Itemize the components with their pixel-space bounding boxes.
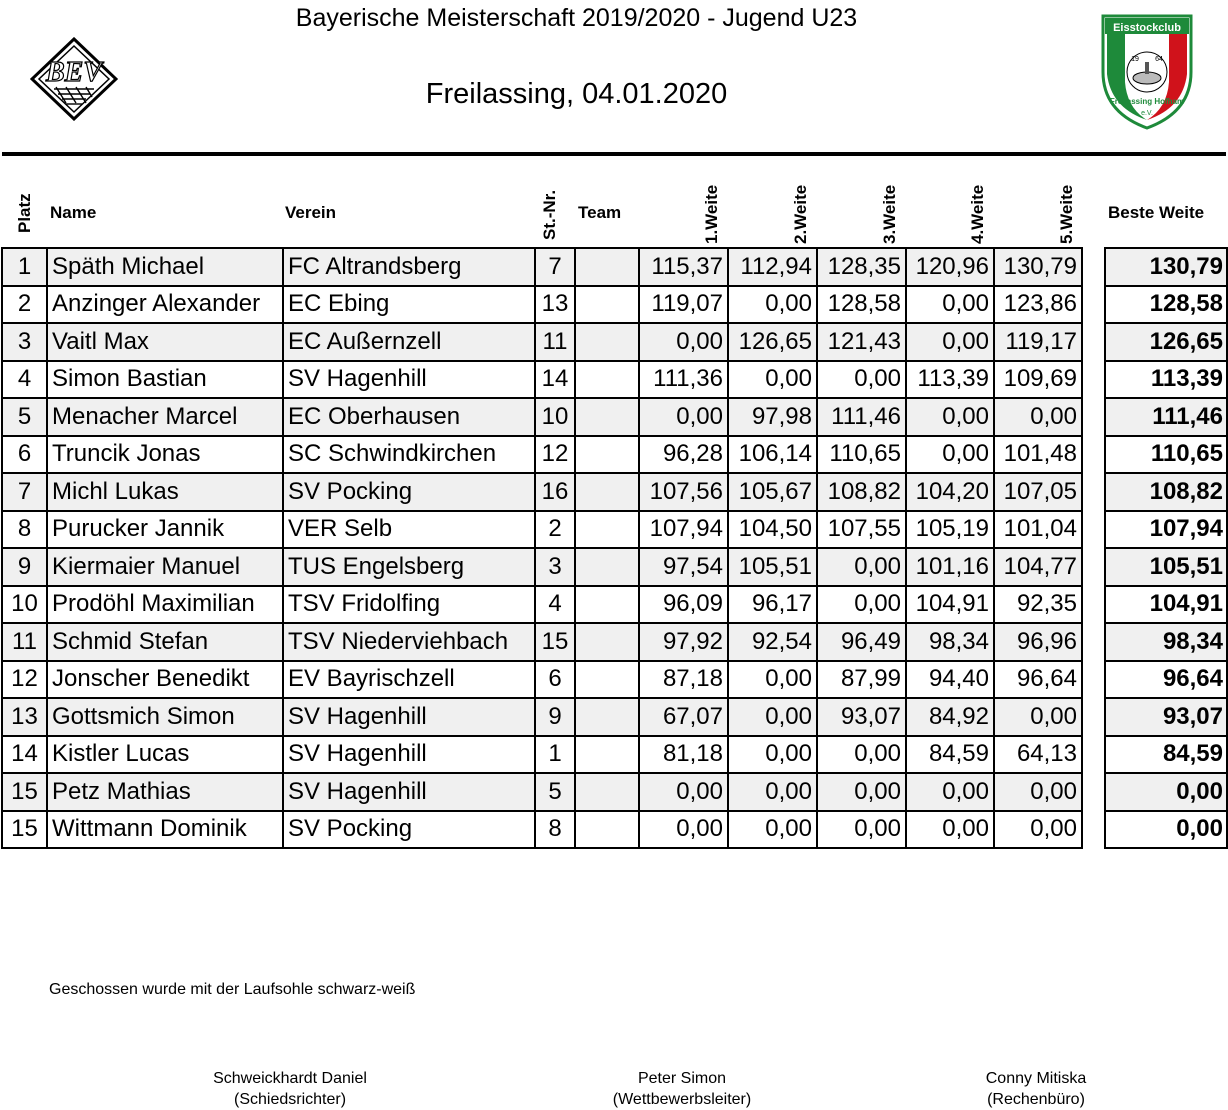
bev-logo (30, 37, 118, 121)
signature-role: (Rechenbüro) (987, 1091, 1085, 1108)
col-header-verein: Verein (285, 203, 337, 222)
cell-platz: 3 (2, 323, 47, 361)
cell-weite-5: 104,77 (994, 548, 1082, 586)
cell-team (575, 323, 639, 361)
cell-weite-1: 67,07 (639, 698, 728, 736)
col-header-weite-2: 2.Weite (791, 184, 810, 244)
cell-name: Prodöhl Maximilian (47, 586, 283, 624)
signature-name: Conny Mitiska (985, 1070, 1087, 1087)
cell-team (575, 248, 639, 286)
cell-weite-1: 119,07 (639, 286, 728, 324)
cell-platz: 7 (2, 473, 47, 511)
table-row (2, 811, 1082, 849)
table-row (1105, 623, 1227, 661)
cell-weite-5: 130,79 (994, 248, 1082, 286)
cell-name: Wittmann Dominik (47, 811, 283, 849)
cell-weite-2: 105,67 (728, 473, 817, 511)
cell-weite-4: 113,39 (906, 361, 994, 399)
cell-name: Kistler Lucas (47, 736, 283, 774)
col-header-weite-5: 5.Weite (1057, 184, 1076, 244)
club-logo-name: Eisstockclub (1113, 22, 1181, 34)
cell-verein: TSV Niederviehbach (283, 623, 535, 661)
table-row (1105, 323, 1227, 361)
cell-weite-1: 107,56 (639, 473, 728, 511)
cell-weite-1: 0,00 (639, 811, 728, 849)
cell-weite-2: 92,54 (728, 623, 817, 661)
cell-verein: SC Schwindkirchen (283, 436, 535, 474)
cell-weite-2: 0,00 (728, 773, 817, 811)
club-logo-year-right: 64 (1155, 56, 1163, 63)
cell-verein: SV Hagenhill (283, 736, 535, 774)
cell-start-number: 16 (535, 473, 575, 511)
table-row (2, 586, 1082, 624)
cell-team (575, 511, 639, 549)
cell-weite-2: 0,00 (728, 661, 817, 699)
cell-start-number: 1 (535, 736, 575, 774)
cell-team (575, 736, 639, 774)
cell-team (575, 623, 639, 661)
cell-weite-4: 0,00 (906, 436, 994, 474)
cell-platz: 11 (2, 623, 47, 661)
cell-weite-3: 111,46 (817, 398, 906, 436)
cell-weite-4: 104,20 (906, 473, 994, 511)
cell-team (575, 286, 639, 324)
cell-weite-3: 107,55 (817, 511, 906, 549)
table-row (1105, 736, 1227, 774)
signature-referee (190, 1068, 390, 1110)
cell-weite-5: 0,00 (994, 698, 1082, 736)
cell-name: Gottsmich Simon (47, 698, 283, 736)
cell-weite-2: 126,65 (728, 323, 817, 361)
cell-platz: 14 (2, 736, 47, 774)
signature-role: (Wettbewerbsleiter) (612, 1091, 752, 1108)
cell-name: Jonscher Benedikt (47, 661, 283, 699)
cell-weite-3: 0,00 (817, 361, 906, 399)
table-row (2, 473, 1082, 511)
cell-weite-3: 0,00 (817, 586, 906, 624)
table-row (1105, 586, 1227, 624)
cell-platz: 13 (2, 698, 47, 736)
cell-platz: 6 (2, 436, 47, 474)
cell-weite-4: 84,92 (906, 698, 994, 736)
table-row (2, 661, 1082, 699)
cell-verein: EC Ebing (283, 286, 535, 324)
page-title: Bayerische Meisterschaft 2019/2020 - Jugend U23 (295, 4, 858, 32)
cell-beste-weite: 111,46 (1105, 398, 1227, 436)
cell-name: Menacher Marcel (47, 398, 283, 436)
cell-platz: 5 (2, 398, 47, 436)
cell-weite-2: 0,00 (728, 286, 817, 324)
cell-start-number: 4 (535, 586, 575, 624)
cell-weite-5: 0,00 (994, 773, 1082, 811)
cell-weite-3: 96,49 (817, 623, 906, 661)
cell-weite-1: 87,18 (639, 661, 728, 699)
cell-weite-2: 96,17 (728, 586, 817, 624)
page-subtitle: Freilassing, 04.01.2020 (425, 78, 728, 110)
cell-weite-2: 104,50 (728, 511, 817, 549)
col-header-team: Team (578, 203, 622, 222)
cell-verein: SV Hagenhill (283, 698, 535, 736)
results-table (1, 247, 1083, 849)
cell-name: Truncik Jonas (47, 436, 283, 474)
cell-verein: FC Altrandsberg (283, 248, 535, 286)
cell-beste-weite: 110,65 (1105, 436, 1227, 474)
table-row (2, 736, 1082, 774)
cell-name: Vaitl Max (47, 323, 283, 361)
table-row (1105, 548, 1227, 586)
club-logo-ev: e.V. (1141, 110, 1153, 117)
table-row (2, 548, 1082, 586)
signature-name: Peter Simon (637, 1070, 727, 1087)
cell-weite-2: 0,00 (728, 811, 817, 849)
cell-weite-2: 97,98 (728, 398, 817, 436)
cell-weite-5: 96,64 (994, 661, 1082, 699)
footer-note: Geschossen wurde mit der Laufsohle schwarz-weiß (49, 981, 416, 998)
cell-weite-1: 97,92 (639, 623, 728, 661)
table-row (1105, 398, 1227, 436)
cell-weite-4: 0,00 (906, 811, 994, 849)
cell-weite-3: 121,43 (817, 323, 906, 361)
cell-beste-weite: 130,79 (1105, 248, 1227, 286)
signature-role: (Schiedsrichter) (233, 1091, 347, 1108)
cell-name: Schmid Stefan (47, 623, 283, 661)
cell-weite-5: 101,04 (994, 511, 1082, 549)
cell-weite-4: 120,96 (906, 248, 994, 286)
cell-team (575, 473, 639, 511)
cell-platz: 8 (2, 511, 47, 549)
cell-weite-5: 96,96 (994, 623, 1082, 661)
cell-weite-4: 94,40 (906, 661, 994, 699)
cell-weite-5: 101,48 (994, 436, 1082, 474)
col-header-beste-weite: Beste Weite (1108, 203, 1205, 222)
table-row (2, 623, 1082, 661)
cell-weite-4: 105,19 (906, 511, 994, 549)
col-header-weite-1: 1.Weite (702, 184, 721, 244)
cell-verein: SV Hagenhill (283, 773, 535, 811)
cell-team (575, 773, 639, 811)
cell-team (575, 698, 639, 736)
cell-team (575, 436, 639, 474)
cell-start-number: 11 (535, 323, 575, 361)
signature-calculation-office (936, 1068, 1136, 1110)
signature-competition-lead (582, 1068, 782, 1110)
cell-team (575, 398, 639, 436)
cell-weite-1: 107,94 (639, 511, 728, 549)
cell-weite-1: 81,18 (639, 736, 728, 774)
cell-weite-2: 112,94 (728, 248, 817, 286)
col-header-weite-3: 3.Weite (880, 184, 899, 244)
cell-verein: EC Außernzell (283, 323, 535, 361)
cell-beste-weite: 107,94 (1105, 511, 1227, 549)
table-row (1105, 811, 1227, 849)
cell-weite-5: 119,17 (994, 323, 1082, 361)
cell-beste-weite: 126,65 (1105, 323, 1227, 361)
cell-start-number: 2 (535, 511, 575, 549)
cell-name: Kiermaier Manuel (47, 548, 283, 586)
cell-beste-weite: 108,82 (1105, 473, 1227, 511)
cell-beste-weite: 113,39 (1105, 361, 1227, 399)
table-row (2, 248, 1082, 286)
cell-name: Späth Michael (47, 248, 283, 286)
cell-beste-weite: 104,91 (1105, 586, 1227, 624)
cell-weite-5: 64,13 (994, 736, 1082, 774)
cell-weite-3: 108,82 (817, 473, 906, 511)
cell-weite-1: 115,37 (639, 248, 728, 286)
cell-weite-5: 92,35 (994, 586, 1082, 624)
cell-start-number: 8 (535, 811, 575, 849)
cell-weite-4: 0,00 (906, 323, 994, 361)
table-row (2, 286, 1082, 324)
cell-weite-3: 110,65 (817, 436, 906, 474)
cell-beste-weite: 128,58 (1105, 286, 1227, 324)
cell-weite-5: 109,69 (994, 361, 1082, 399)
cell-weite-1: 0,00 (639, 398, 728, 436)
cell-start-number: 13 (535, 286, 575, 324)
cell-beste-weite: 105,51 (1105, 548, 1227, 586)
cell-platz: 2 (2, 286, 47, 324)
table-row (1105, 661, 1227, 699)
table-row (1105, 773, 1227, 811)
table-row (2, 398, 1082, 436)
table-row (1105, 698, 1227, 736)
cell-verein: TUS Engelsberg (283, 548, 535, 586)
cell-start-number: 5 (535, 773, 575, 811)
cell-weite-1: 97,54 (639, 548, 728, 586)
cell-weite-4: 0,00 (906, 398, 994, 436)
cell-verein: VER Selb (283, 511, 535, 549)
cell-start-number: 9 (535, 698, 575, 736)
cell-start-number: 7 (535, 248, 575, 286)
cell-verein: SV Hagenhill (283, 361, 535, 399)
cell-verein: EV Bayrischzell (283, 661, 535, 699)
header-divider (2, 152, 1226, 156)
cell-weite-4: 98,34 (906, 623, 994, 661)
col-header-weite-4: 4.Weite (968, 184, 987, 244)
best-distance-table (1104, 247, 1228, 849)
cell-beste-weite: 0,00 (1105, 811, 1227, 849)
cell-start-number: 10 (535, 398, 575, 436)
cell-team (575, 811, 639, 849)
cell-platz: 1 (2, 248, 47, 286)
cell-platz: 15 (2, 773, 47, 811)
cell-weite-2: 106,14 (728, 436, 817, 474)
table-row (1105, 248, 1227, 286)
cell-weite-1: 0,00 (639, 773, 728, 811)
cell-weite-3: 0,00 (817, 773, 906, 811)
table-row (2, 323, 1082, 361)
cell-weite-3: 0,00 (817, 548, 906, 586)
cell-weite-5: 107,05 (994, 473, 1082, 511)
cell-weite-4: 0,00 (906, 773, 994, 811)
club-logo-place: Freilassing Hofham (1109, 97, 1185, 106)
table-row (1105, 436, 1227, 474)
cell-weite-2: 0,00 (728, 736, 817, 774)
cell-name: Anzinger Alexander (47, 286, 283, 324)
cell-weite-2: 105,51 (728, 548, 817, 586)
cell-weite-3: 0,00 (817, 736, 906, 774)
cell-verein: TSV Fridolfing (283, 586, 535, 624)
table-row (1105, 473, 1227, 511)
cell-verein: EC Oberhausen (283, 398, 535, 436)
cell-verein: SV Pocking (283, 811, 535, 849)
cell-name: Petz Mathias (47, 773, 283, 811)
club-logo (1097, 12, 1197, 130)
cell-start-number: 12 (535, 436, 575, 474)
cell-weite-3: 93,07 (817, 698, 906, 736)
cell-weite-1: 0,00 (639, 323, 728, 361)
col-header-stnr: St.-Nr. (540, 189, 559, 240)
cell-start-number: 6 (535, 661, 575, 699)
cell-beste-weite: 0,00 (1105, 773, 1227, 811)
cell-platz: 4 (2, 361, 47, 399)
cell-beste-weite: 84,59 (1105, 736, 1227, 774)
table-row (2, 511, 1082, 549)
cell-start-number: 15 (535, 623, 575, 661)
cell-team (575, 361, 639, 399)
cell-weite-1: 96,09 (639, 586, 728, 624)
cell-weite-5: 123,86 (994, 286, 1082, 324)
table-row (1105, 361, 1227, 399)
table-row (2, 436, 1082, 474)
cell-weite-4: 101,16 (906, 548, 994, 586)
cell-team (575, 548, 639, 586)
cell-platz: 12 (2, 661, 47, 699)
cell-weite-3: 0,00 (817, 811, 906, 849)
cell-name: Michl Lukas (47, 473, 283, 511)
cell-weite-4: 104,91 (906, 586, 994, 624)
cell-weite-1: 111,36 (639, 361, 728, 399)
club-logo-year-left: 19 (1131, 56, 1139, 63)
cell-weite-1: 96,28 (639, 436, 728, 474)
table-row (1105, 286, 1227, 324)
table-row (1105, 511, 1227, 549)
cell-platz: 9 (2, 548, 47, 586)
cell-weite-5: 0,00 (994, 398, 1082, 436)
signature-name: Schweickhardt Daniel (213, 1070, 367, 1087)
cell-weite-3: 87,99 (817, 661, 906, 699)
cell-start-number: 14 (535, 361, 575, 399)
cell-team (575, 661, 639, 699)
bev-logo-text: BEV (45, 57, 103, 88)
cell-platz: 15 (2, 811, 47, 849)
cell-weite-3: 128,35 (817, 248, 906, 286)
cell-weite-3: 128,58 (817, 286, 906, 324)
cell-name: Purucker Jannik (47, 511, 283, 549)
cell-team (575, 586, 639, 624)
cell-platz: 10 (2, 586, 47, 624)
cell-weite-4: 0,00 (906, 286, 994, 324)
cell-weite-4: 84,59 (906, 736, 994, 774)
cell-verein: SV Pocking (283, 473, 535, 511)
cell-beste-weite: 98,34 (1105, 623, 1227, 661)
col-header-platz: Platz (15, 193, 34, 233)
table-row (2, 698, 1082, 736)
table-row (2, 773, 1082, 811)
table-row (2, 361, 1082, 399)
cell-name: Simon Bastian (47, 361, 283, 399)
col-header-name: Name (50, 203, 97, 222)
cell-beste-weite: 93,07 (1105, 698, 1227, 736)
cell-beste-weite: 96,64 (1105, 661, 1227, 699)
cell-weite-5: 0,00 (994, 811, 1082, 849)
cell-weite-2: 0,00 (728, 361, 817, 399)
cell-start-number: 3 (535, 548, 575, 586)
cell-weite-2: 0,00 (728, 698, 817, 736)
